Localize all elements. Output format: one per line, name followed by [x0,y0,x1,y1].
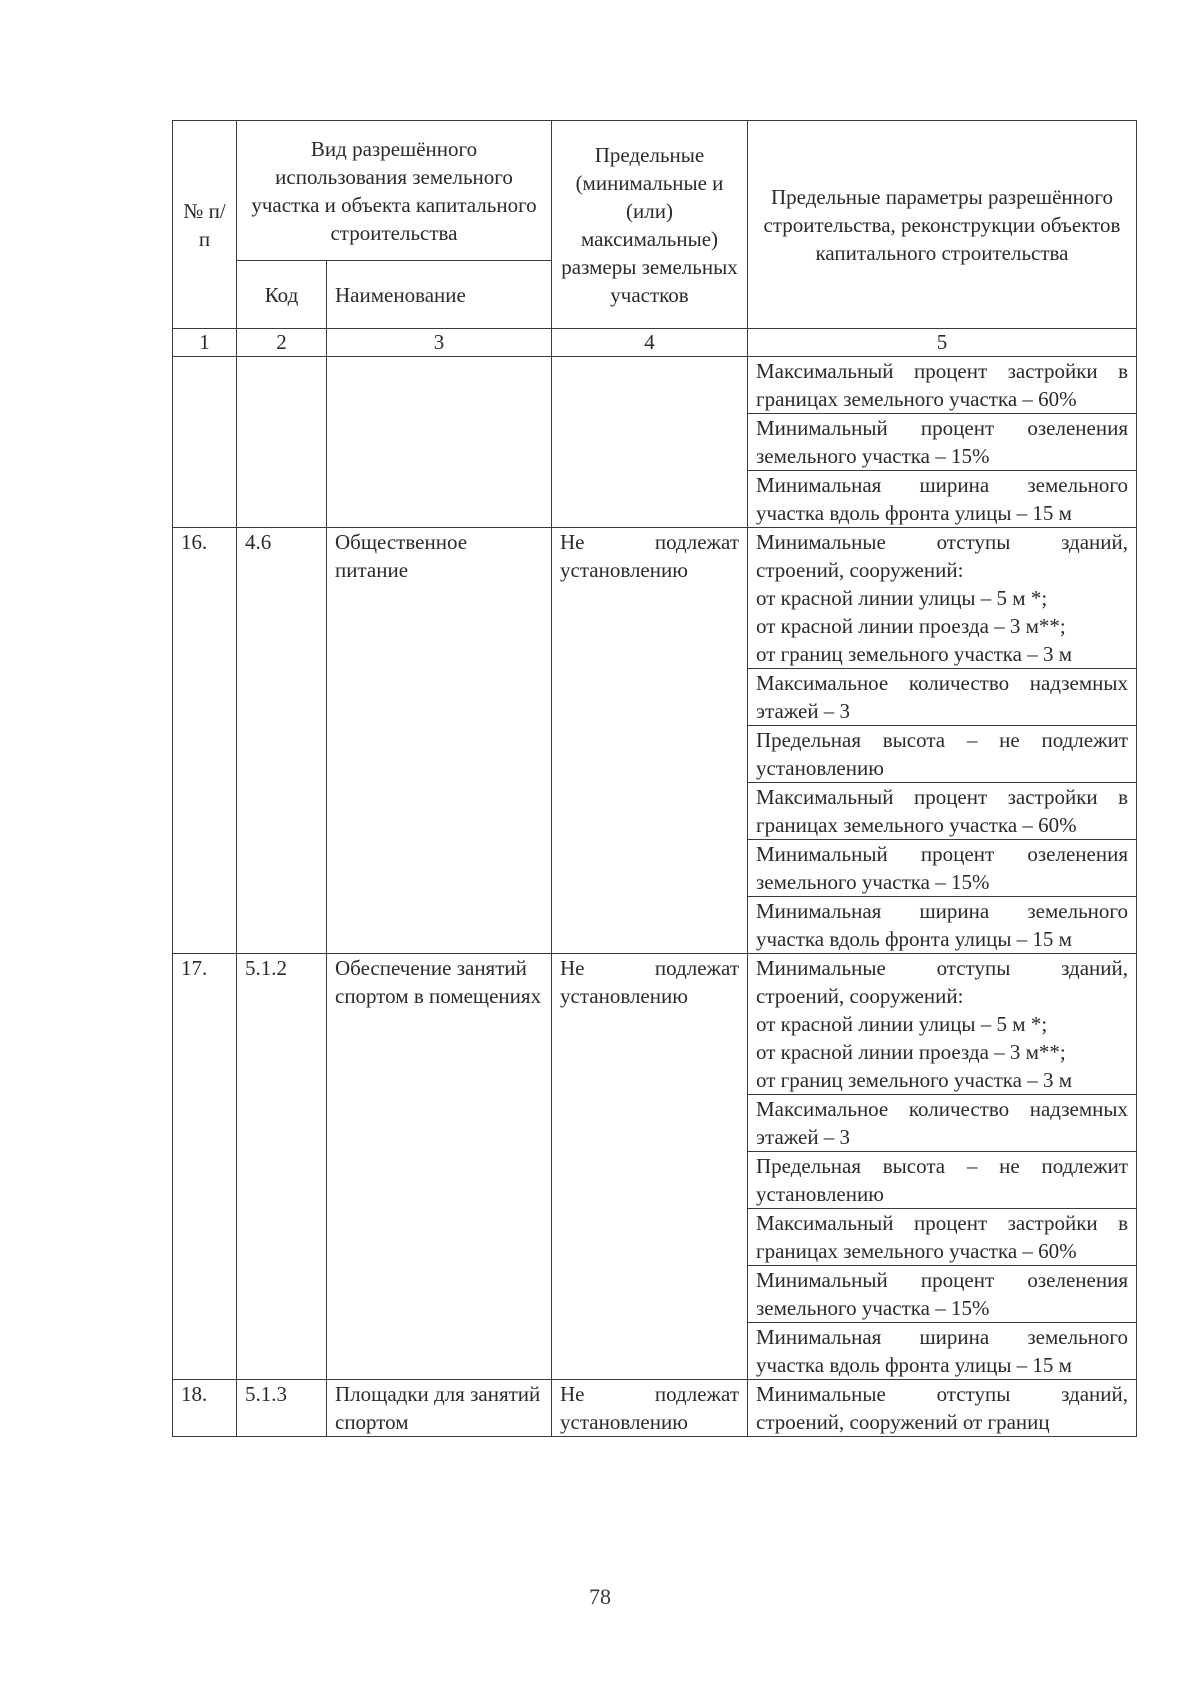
row-num: 18. [173,1380,237,1437]
param-line: от красной линии улицы – 5 м *; [756,586,1048,610]
header-plot-limits: Предельные (минимальные и (или) максимальные) размеры земельных участков [552,121,748,329]
cont-code [237,357,327,528]
col-index-3: 3 [327,329,552,357]
param-line: Максимальное количество надземных этажей – 3 [756,1097,1128,1149]
param-cell [748,954,1137,1095]
param-cell [748,1380,1137,1437]
param-cell: Максимальный процент застройки в границах земельного участка – 60% [748,357,1137,414]
param-line: Минимальный процент озеленения земельного участка – 15% [756,1268,1128,1320]
param-line: Минимальные отступы зданий, строений, сооружений: [756,530,1128,582]
cont-limits [552,357,748,528]
param-line: Минимальная ширина земельного участка вдоль фронта улицы – 15 м [756,1325,1128,1377]
param-line: Предельная высота – не подлежит установлению [756,728,1128,780]
row-code: 5.1.3 [237,1380,327,1437]
param-line: Максимальное количество надземных этажей – 3 [756,671,1128,723]
param-cell: Минимальный процент озеленения земельного участка – 15% [748,414,1137,471]
col-index-4: 4 [552,329,748,357]
row-name: Обеспечение занятий спортом в помещениях [327,954,552,1380]
cont-name [327,357,552,528]
land-use-table [172,120,1137,1437]
param-line: от красной линии улицы – 5 м *; [756,1012,1048,1036]
param-cell: Минимальная ширина земельного участка вдоль фронта улицы – 15 м [748,471,1137,528]
param-line: Минимальные отступы зданий, строений, сооружений от границ [756,1382,1128,1434]
param-line: от границ земельного участка – 3 м [756,642,1073,666]
col-index-2: 2 [237,329,327,357]
row-limits: Не подлежат установлению [552,954,748,1380]
param-line: от красной линии проезда – 3 м**; [756,614,1066,638]
table-row [173,954,1137,1095]
param-line: от границ земельного участка – 3 м [756,1068,1073,1092]
param-cell [748,528,1137,669]
param-cell [748,897,1137,954]
header-name: Наименование [327,261,552,329]
col-index-1: 1 [173,329,237,357]
header-use-type: Вид разрешённого использования земельного участка и объекта капитального строительства [237,121,552,261]
page-number: 78 [589,1584,611,1609]
param-line: от красной линии проезда – 3 м**; [756,1040,1066,1064]
param-line: Максимальный процент застройки в границах земельного участка – 60% [756,1211,1128,1263]
row-limits: Не подлежат установлению [552,1380,748,1437]
param-cell [748,1266,1137,1323]
param-cell [748,726,1137,783]
row-num: 17. [173,954,237,1380]
param-cell [748,783,1137,840]
param-line: Максимальный процент застройки в границах земельного участка – 60% [756,785,1128,837]
param-line: Минимальные отступы зданий, строений, сооружений: [756,956,1128,1008]
row-code: 5.1.2 [237,954,327,1380]
row-limits: Не подлежат установлению [552,528,748,954]
param-line: Минимальная ширина земельного участка вдоль фронта улицы – 15 м [756,899,1128,951]
param-cell [748,1323,1137,1380]
param-cell [748,840,1137,897]
row-code: 4.6 [237,528,327,954]
param-line: Минимальный процент озеленения земельного участка – 15% [756,842,1128,894]
header-code: Код [237,261,327,329]
param-cell [748,669,1137,726]
header-num: № п/п [173,121,237,329]
row-num: 16. [173,528,237,954]
table-row [173,1380,1137,1437]
param-line: Предельная высота – не подлежит установлению [756,1154,1128,1206]
table-body [173,357,1137,1437]
param-cell [748,1209,1137,1266]
param-cell [748,1095,1137,1152]
table-row [173,357,1137,414]
table-row [173,528,1137,669]
cont-num [173,357,237,528]
row-name: Площадки для занятий спортом [327,1380,552,1437]
param-cell [748,1152,1137,1209]
col-index-5: 5 [748,329,1137,357]
row-name: Общественное питание [327,528,552,954]
header-build-params: Предельные параметры разрешённого строительства, реконструкции объектов капитального строительства [748,121,1137,329]
